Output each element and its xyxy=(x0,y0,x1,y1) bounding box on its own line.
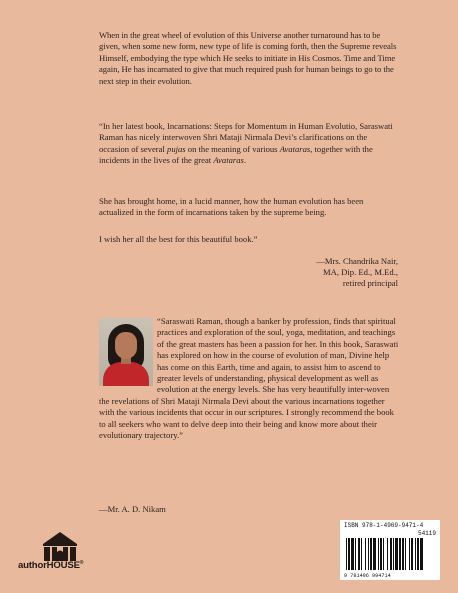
isbn-label: ISBN 978-1-4969-9471-4 xyxy=(344,522,424,529)
intro-paragraph: When in the great wheel of evolution of this Universe another turnaround has to be given, when some new form, new type of life is coming forth, then the Supreme reveals Himself, embodying the type which He seeks to initiate in His Cosmos. Time and Time again, He has incarnated to give that much required push for human beings to go to the next step in their evolution. xyxy=(99,30,397,86)
signature-role: retired principal xyxy=(342,278,398,289)
barcode-bars-icon xyxy=(346,538,436,570)
quote1-emph-avataras-2: Avataras xyxy=(213,155,244,166)
signature-name: —Mrs. Chandrika Nair, xyxy=(316,256,398,266)
price-code: 54119 xyxy=(417,530,436,537)
quote1-emph-pujas: pujas xyxy=(167,143,186,154)
quote1-text-a: “In her latest book, Incarnations: Steps for Momentum in Human Evolutio, Saraswati Raman has nicely interwoven Shri Mataji Nirmala Devi’s clarifications on the occasion of several xyxy=(99,121,393,154)
quote-paragraph-2 xyxy=(99,316,399,441)
quote1-text-d: . xyxy=(243,155,247,166)
publisher-name: authorHOUSE® xyxy=(18,560,84,572)
signature-degrees: MA, Dip. Ed., M.Ed., xyxy=(323,267,398,278)
quote-paragraph-1b: She has brought home, in a lucid manner, how the human evolution has been actualized in the form of incarnations taken by the supreme being. xyxy=(99,196,364,218)
wish-line: I wish her all the best for this beautiful book.” xyxy=(99,234,258,244)
quote1-emph-avataras: Avataras xyxy=(279,143,311,154)
quote-paragraph-1 xyxy=(99,121,399,167)
quote1-text-c: , together with the incidents in the lives of the great xyxy=(99,143,373,166)
barcode-number: 9 781496 994714 xyxy=(344,573,391,579)
isbn-barcode xyxy=(340,520,440,580)
signature-ad-nikam: —Mr. A. D. Nikam xyxy=(99,504,166,514)
signature-chandrika-nair xyxy=(258,256,398,290)
quote1-text-b: on the meaning of various xyxy=(185,143,280,154)
quote2-text: “Saraswati Raman, though a banker by profession, finds that spiritual practices and exploration of the soul, yoga, meditation, and teachings of the great masters has been a passion for her. In this book, Saraswati has explored on how in the course of evolution of man, Divine help has come on this Earth, time and again, to assist him to ascend to greater levels of understanding, physical development as well as evolution at the energy levels. She has very beautifully inter-woven the revelations of Shri Mataji Nirmala Devi about the various incarnations together with the various incidents that occur in our scriptures. I strongly recommend the book to all seekers who want to delve deep into their being and know more about their evolutionary trajectory.” xyxy=(99,316,399,441)
